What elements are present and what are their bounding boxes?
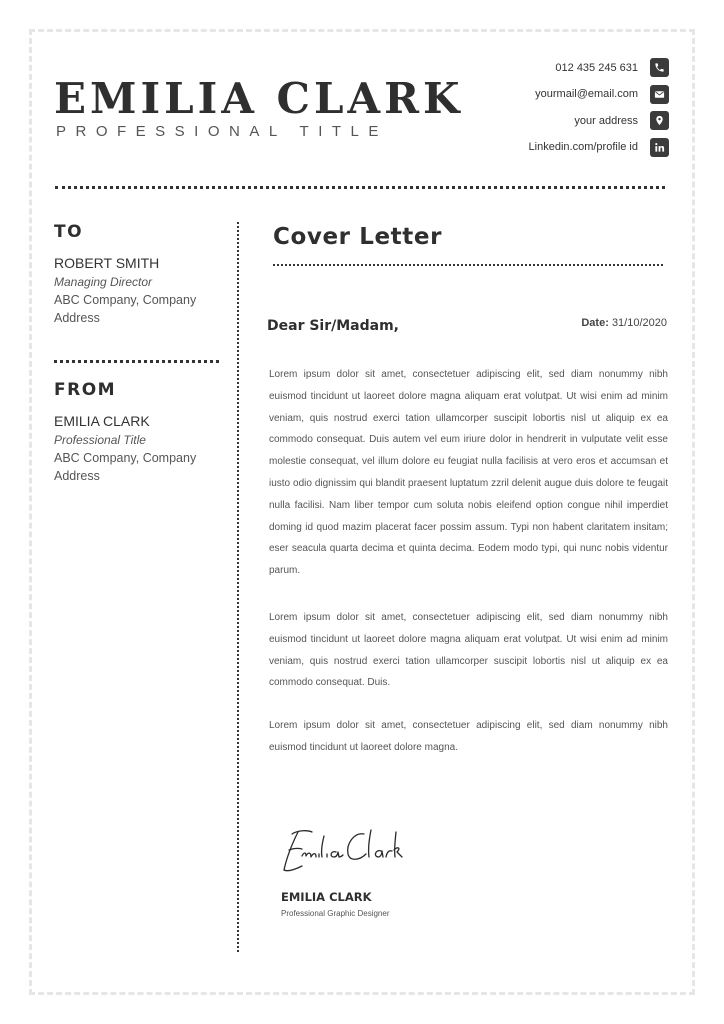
contact-address — [529, 111, 669, 130]
salutation: Dear Sir/Madam, — [267, 318, 399, 334]
recipient-block — [54, 222, 219, 327]
contact-address-text: your address — [574, 114, 638, 127]
linkedin-icon — [650, 138, 669, 157]
recipient-heading: TO — [54, 222, 84, 242]
column-divider — [237, 222, 239, 952]
letter-paragraph: Lorem ipsum dolor sit amet, consectetuer adipiscing elit, sed diam nonummy nibh euismod tincidunt ut laoreet dolore magna aliquam erat volutpat. Ut wisi enim ad minim veniam, quis nostrud exerci tation ullamcorper suscipit lobortis nisl ut aliquip ex ea commodo consequat. Duis. — [269, 612, 668, 689]
contact-linkedin-text: Linkedin.com/profile id — [528, 141, 638, 153]
signature-role: Professional Graphic Designer — [281, 909, 390, 918]
date-label: Date: — [581, 317, 609, 329]
applicant-name: EMILIA CLARK — [54, 74, 464, 123]
date-value: 31/10/2020 — [611, 317, 667, 329]
sender-block — [54, 380, 219, 485]
recipient-name: ROBERT SMITH — [54, 255, 160, 271]
contact-block — [529, 58, 669, 164]
letter-heading: Cover Letter — [273, 224, 443, 250]
letter-date — [581, 317, 667, 329]
letter-heading-divider — [273, 264, 663, 266]
sidebar-divider — [54, 360, 219, 363]
contact-phone — [529, 58, 669, 77]
letter-paragraph: Lorem ipsum dolor sit amet, consectetuer adipiscing elit, sed diam nonummy nibh euismod tincidunt ut laoreet dolore magna aliquam erat volutpat. Ut wisi enim ad minim veniam, quis nostrud exerci tation ullamcorper suscipit lobortis nisl ut aliquip ex ea commodo consequat. Duis autem vel eum iriure dolor in hendrerit in vulputate velit esse molestie consequat, vel illum dolore eu feugiat nulla facilisis at vero eros et accumsan et iusto odio dignissim qui blandit praesent luptatum zzril delenit augue duis dolore te feugait nulla facilisi. Nam liber tempor cum soluta nobis eleifend option congue nihil imperdiet doming id quod mazim placerat facer possim assum. Typi non habent claritatem insitam; eser seacula quarta decima et quinta decima. Eodem modo typi, qui nunc nobis videntur parum. — [269, 369, 668, 577]
envelope-icon — [650, 85, 669, 104]
applicant-title: PROFESSIONAL TITLE — [56, 123, 388, 140]
handwritten-signature — [278, 826, 403, 876]
recipient-company: ABC Company, Company Address — [54, 293, 197, 325]
signature-name: EMILIA CLARK — [281, 890, 372, 904]
contact-email-text: yourmail@email.com — [535, 88, 638, 100]
recipient-role: Managing Director — [54, 275, 153, 289]
contact-linkedin — [529, 138, 669, 157]
sender-company: ABC Company, Company Address — [54, 451, 197, 483]
letter-paragraph: Lorem ipsum dolor sit amet, consectetuer adipiscing elit, sed diam nonummy nibh euismod tincidunt ut laoreet dolore magna. — [269, 720, 668, 753]
sender-role: Professional Title — [54, 433, 146, 447]
location-pin-icon — [650, 111, 669, 130]
signature-script: Emilia Clark — [278, 826, 284, 827]
contact-email — [529, 85, 669, 104]
phone-icon — [650, 58, 669, 77]
header-divider — [55, 186, 665, 189]
contact-phone-text: 012 435 245 631 — [555, 61, 638, 74]
sender-heading: FROM — [54, 380, 117, 400]
sender-name: EMILIA CLARK — [54, 413, 150, 429]
